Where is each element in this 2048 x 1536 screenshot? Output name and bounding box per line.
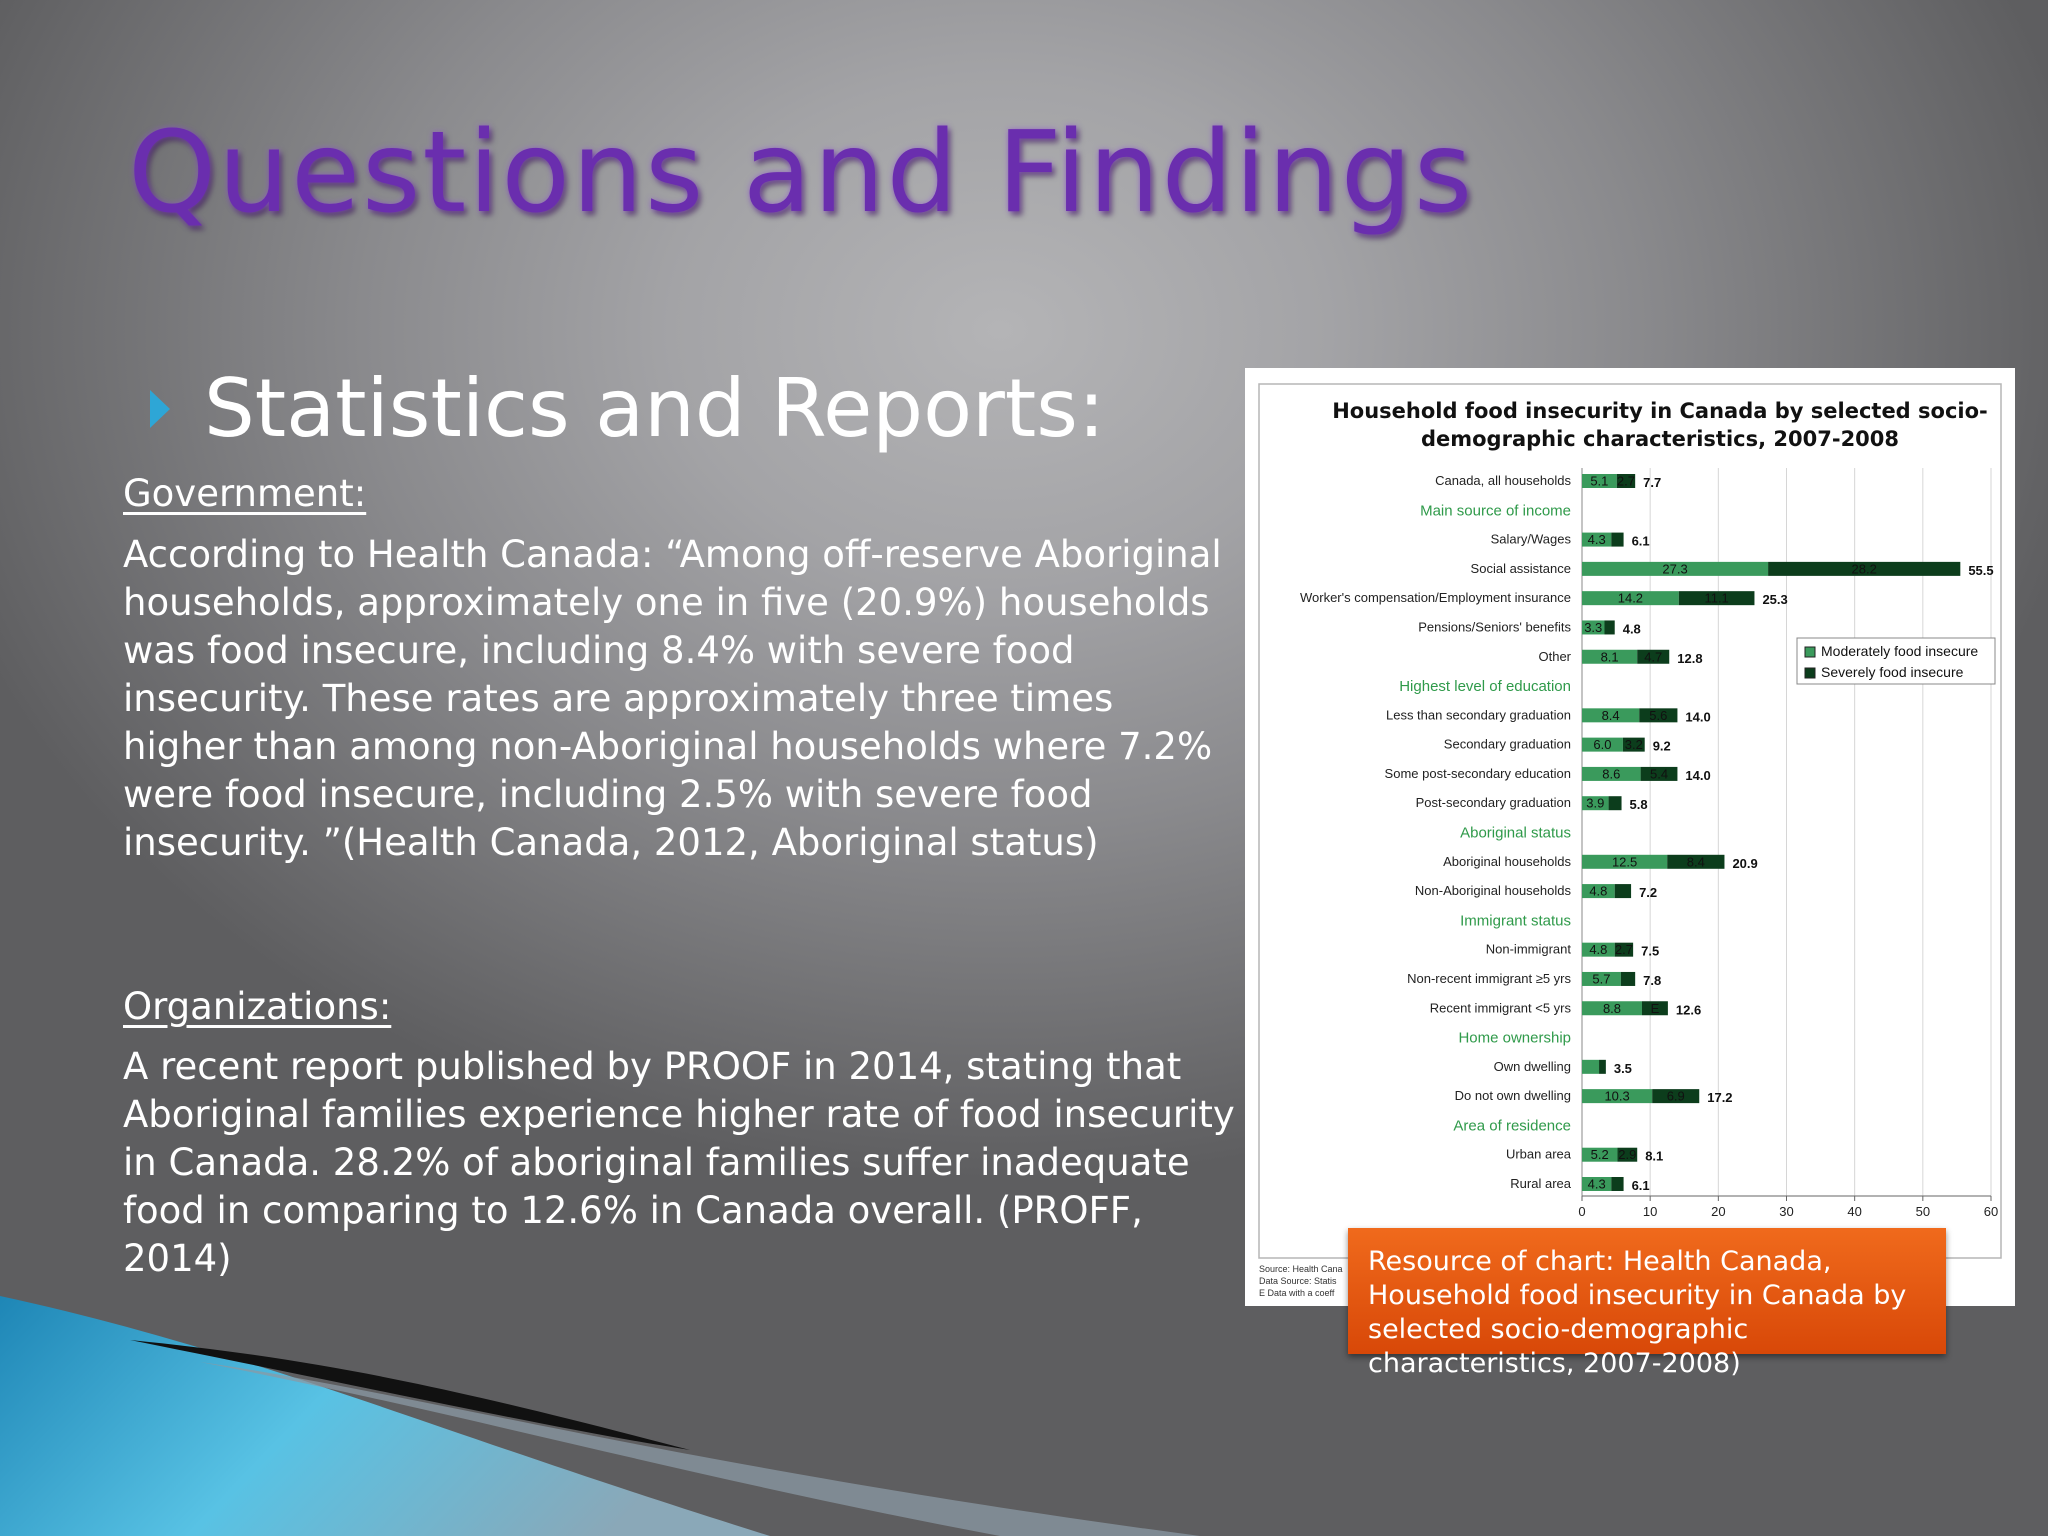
category-group-label: Aboriginal status [1460, 824, 1571, 842]
bar-moderate-value: 27.3 [1662, 561, 1688, 577]
bar-severe-value: 5.6 [1649, 707, 1668, 723]
category-label: Some post-secondary education [1384, 765, 1571, 781]
x-tick-label: 40 [1847, 1204, 1862, 1219]
chart-source-callout: Resource of chart: Health Canada, Household food insecurity in Canada by selected socio-demographic characteristics, 2007-2008) [1348, 1228, 1946, 1354]
bar-total-value: 17.2 [1707, 1090, 1733, 1106]
category-label: Aboriginal households [1443, 853, 1571, 869]
government-heading: Government: [123, 472, 367, 515]
category-label: Urban area [1505, 1146, 1571, 1162]
chart-source-note-3: E Data with a coeff [1259, 1288, 1335, 1298]
bar-moderate-value: 6.0 [1593, 737, 1612, 753]
legend-swatch-moderate [1805, 647, 1815, 657]
bullet-item [150, 362, 1105, 455]
bar-severe-value: 3.2 [1624, 737, 1643, 753]
slide-title: Questions and Findings [128, 108, 1475, 238]
bullet-text: Statistics and Reports: [204, 362, 1105, 455]
bar-moderate-value: 4.3 [1587, 1176, 1606, 1192]
bar-total-value: 9.2 [1652, 738, 1671, 754]
bar-total-value: 14.0 [1685, 767, 1711, 783]
chart-image [1245, 368, 2015, 1306]
bar-moderate-value: 4.8 [1589, 883, 1608, 899]
category-label: Rural area [1510, 1176, 1571, 1191]
bar-total-value: 6.1 [1631, 533, 1650, 549]
chart-title-line-1: Household food insecurity in Canada by selected socio- [1332, 399, 1988, 423]
bar-severe [1604, 620, 1614, 634]
category-label: Non-recent immigrant ≥5 yrs [1407, 970, 1571, 986]
bar-total-value: 12.8 [1677, 650, 1703, 666]
bar-severe-value: 2.7 [1614, 942, 1633, 958]
bar-severe-value: 28.2 [1851, 561, 1877, 577]
chart-source-note-1: Source: Health Cana [1259, 1264, 1343, 1274]
bar-total-value: 55.5 [1968, 562, 1994, 578]
bar-total-value: 7.7 [1643, 475, 1662, 490]
bar-severe [1599, 1060, 1606, 1074]
bullet-arrow-icon [150, 390, 170, 428]
bar-severe-value: 6.9 [1666, 1088, 1685, 1104]
category-label: Social assistance [1470, 560, 1571, 576]
bar-total-value: 7.5 [1641, 943, 1660, 959]
x-tick-label: 30 [1779, 1204, 1794, 1219]
x-tick-label: 20 [1711, 1204, 1726, 1219]
bar-moderate-value: 8.6 [1602, 766, 1621, 782]
bar-moderate-value: 14.2 [1617, 590, 1644, 606]
chart-gridlines [1582, 468, 1994, 1196]
bar-total-value: 5.8 [1629, 797, 1648, 813]
chart-x-axis [1578, 1196, 1998, 1219]
bar-moderate-value: 5.2 [1590, 1147, 1609, 1163]
bar-total-value: 25.3 [1762, 592, 1788, 608]
bar-moderate-value: 4.8 [1589, 942, 1608, 958]
category-label: Worker's compensation/Employment insurance [1299, 590, 1571, 606]
x-tick-label: 0 [1578, 1204, 1586, 1219]
legend-label-moderate: Moderately food insecure [1821, 643, 1979, 659]
bar-total-value: 8.1 [1645, 1148, 1664, 1164]
category-label: Do not own dwelling [1454, 1088, 1571, 1104]
chart-source-note-2: Data Source: Statis [1259, 1276, 1337, 1286]
bar-moderate-value: 10.3 [1604, 1088, 1630, 1104]
bar-total-value: 4.8 [1622, 621, 1641, 637]
category-label: Pensions/Seniors' benefits [1418, 619, 1571, 635]
bar-severe-value: 11.1 [1704, 590, 1729, 606]
bar-moderate-value: 5.1 [1590, 473, 1609, 489]
category-group-label: Immigrant status [1460, 912, 1571, 930]
bar-severe-value: 5.4 [1649, 766, 1669, 782]
category-group-label: Main source of income [1420, 502, 1571, 520]
bar-moderate-value: 12.5 [1611, 854, 1638, 870]
bar-moderate-value: 3.9 [1586, 795, 1605, 811]
bar-severe-value: 4.7 [1644, 649, 1663, 665]
bar-severe-value: 2.7 [1616, 473, 1636, 489]
bar-severe [1611, 533, 1623, 547]
category-label: Other [1538, 648, 1571, 664]
bar-total-value: 7.8 [1643, 972, 1662, 988]
bar-moderate-value: 4.3 [1587, 532, 1606, 548]
legend-swatch-severe [1805, 668, 1815, 678]
decorative-swoosh [0, 1280, 1300, 1536]
category-label: Secondary graduation [1443, 736, 1571, 752]
bar-severe-value: E [1650, 1000, 1660, 1016]
category-label: Less than secondary graduation [1385, 707, 1571, 723]
category-group-label: Highest level of education [1399, 678, 1571, 696]
organizations-text: A recent report published by PROOF in 2014, stating that Aboriginal families experience higher rate of food insecurity in Canada. 28.2% of aboriginal families suffer inadequate food in comparing to 12.6% in Canada overall. (PROFF, 2014) [123, 1045, 1235, 1280]
bar-total-value: 14.0 [1685, 709, 1711, 725]
category-group-label: Home ownership [1458, 1029, 1571, 1047]
chart-bars [1300, 473, 1994, 1193]
x-tick-label: 50 [1915, 1204, 1931, 1219]
x-tick-label: 10 [1642, 1204, 1658, 1219]
bar-moderate-value: 8.1 [1600, 649, 1619, 665]
category-label: Non-immigrant [1485, 941, 1571, 957]
bar-severe [1615, 884, 1631, 898]
organizations-heading: Organizations: [123, 985, 392, 1028]
legend-label-severe: Severely food insecure [1821, 664, 1964, 680]
bar-severe-value: 8.4 [1686, 854, 1705, 870]
bar-moderate-value: 3.3 [1584, 619, 1603, 635]
chart-legend [1797, 638, 1995, 684]
category-label: Canada, all households [1435, 473, 1571, 488]
chart-border [1259, 384, 2001, 1258]
bar-severe [1609, 796, 1622, 810]
bar-total-value: 20.9 [1732, 855, 1758, 871]
category-group-label: Area of residence [1453, 1117, 1571, 1135]
bar-moderate [1582, 1060, 1599, 1074]
chart-title-line-2: demographic characteristics, 2007-2008 [1420, 427, 1900, 451]
bar-total-value: 6.1 [1631, 1178, 1650, 1193]
bar-severe-value: 2.9 [1618, 1147, 1637, 1163]
bar-total-value: 3.5 [1613, 1060, 1632, 1076]
category-label: Post-secondary graduation [1415, 795, 1571, 811]
bar-moderate-value: 5.7 [1592, 971, 1611, 987]
category-label: Salary/Wages [1490, 531, 1571, 547]
bar-severe [1611, 1177, 1623, 1191]
bar-moderate-value: 8.4 [1601, 707, 1620, 723]
bar-severe [1621, 972, 1635, 986]
bar-total-value: 12.6 [1675, 1002, 1702, 1018]
food-insecurity-chart [1245, 368, 2015, 1306]
x-tick-label: 60 [1983, 1204, 1999, 1219]
category-label: Own dwelling [1493, 1058, 1571, 1074]
government-text: According to Health Canada: “Among off-reserve Aboriginal households, approximately one in five (20.9%) households was food insecure, including 8.4% with severe food insecurity. These rates are approximately three times higher than among non-Aboriginal households where 7.2% were food insecure, including 2.5% with severe food insecurity. ”(Health Canada, 2012, Aboriginal status) [123, 533, 1222, 864]
category-label: Recent immigrant <5 yrs [1429, 1000, 1571, 1016]
category-label: Non-Aboriginal households [1414, 883, 1571, 899]
bar-total-value: 7.2 [1639, 885, 1658, 901]
bar-moderate-value: 8.8 [1602, 1000, 1622, 1016]
